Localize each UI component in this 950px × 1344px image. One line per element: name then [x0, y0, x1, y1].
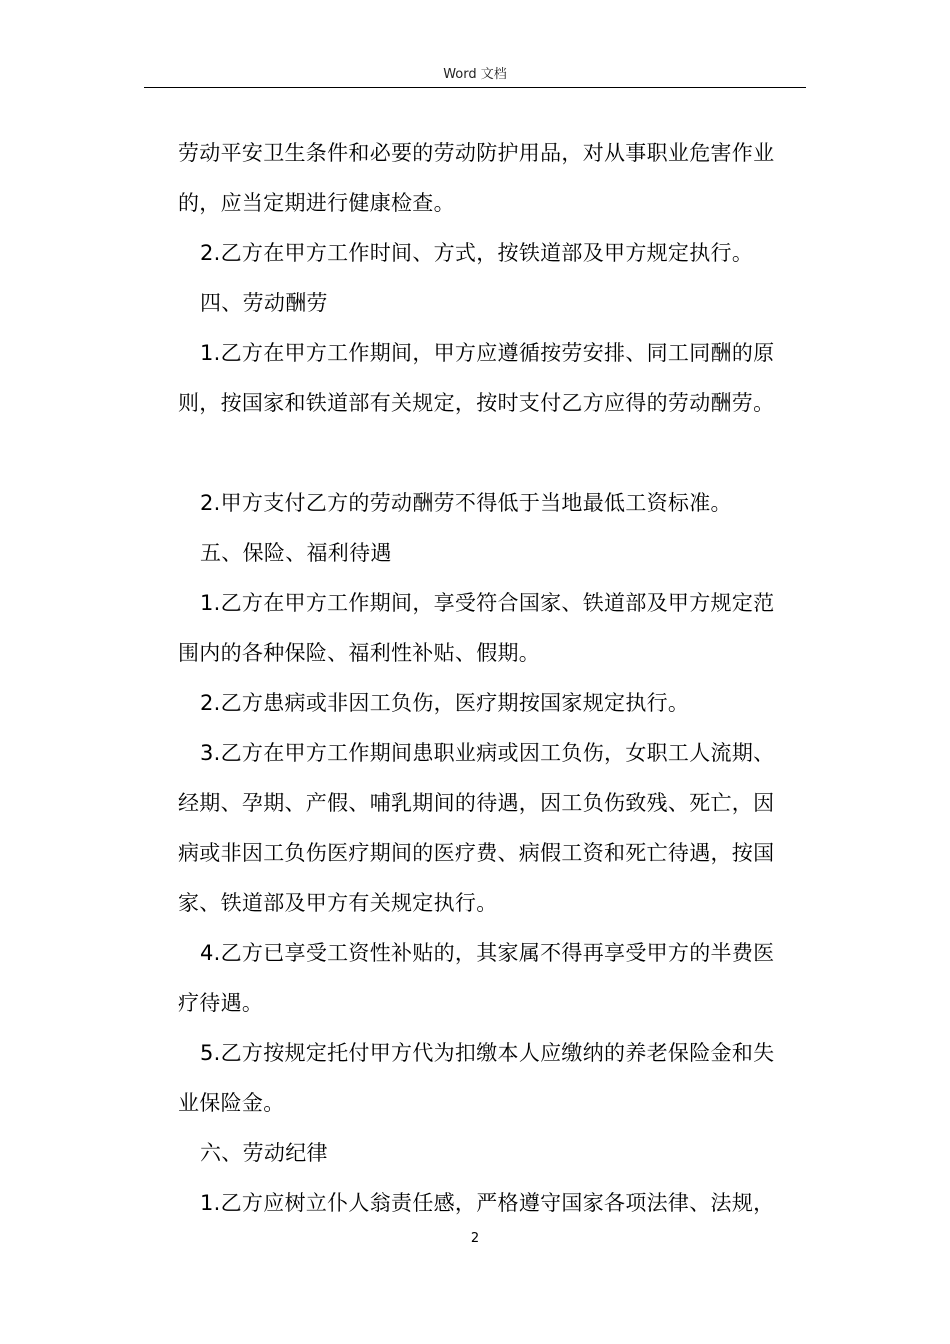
paragraph-line: 2.乙方患病或非因工负伤，医疗期按国家规定执行。 — [200, 691, 690, 715]
paragraph-line: 4.乙方已享受工资性补贴的，其家属不得再享受甲方的半费医 — [200, 941, 775, 965]
paragraph-line: 1.乙方在甲方工作期间，甲方应遵循按劳安排、同工同酬的原 — [200, 341, 775, 365]
section-heading: 六、劳动纪律 — [200, 1141, 328, 1165]
page-header: Word 文档 — [443, 67, 507, 82]
section-heading: 五、保险、福利待遇 — [200, 541, 392, 565]
paragraph-line: 劳动平安卫生条件和必要的劳动防护用品，对从事职业危害作业 — [178, 141, 775, 165]
page-number: 2 — [470, 1231, 480, 1246]
paragraph-line: 围内的各种保险、福利性补贴、假期。 — [178, 641, 541, 665]
paragraph-line: 疗待遇。 — [178, 991, 264, 1015]
paragraph-line: 的，应当定期进行健康检查。 — [178, 191, 455, 215]
paragraph-line: 病或非因工负伤医疗期间的医疗费、病假工资和死亡待遇，按国 — [178, 841, 775, 865]
document-body — [178, 128, 808, 1228]
header-divider — [144, 87, 806, 88]
paragraph-line: 则，按国家和铁道部有关规定，按时支付乙方应得的劳动酬劳。 — [178, 391, 775, 415]
section-heading: 四、劳动酬劳 — [200, 291, 328, 315]
paragraph-line: 家、铁道部及甲方有关规定执行。 — [178, 891, 498, 915]
paragraph-line: 经期、孕期、产假、哺乳期间的待遇，因工负伤致残、死亡，因 — [178, 791, 775, 815]
paragraph-line: 1.乙方应树立仆人翁责任感，严格遵守国家各项法律、法规， — [200, 1191, 775, 1215]
paragraph-line: 2.乙方在甲方工作时间、方式，按铁道部及甲方规定执行。 — [200, 241, 754, 265]
paragraph-line: 3.乙方在甲方工作期间患职业病或因工负伤，女职工人流期、 — [200, 741, 775, 765]
paragraph-line: 1.乙方在甲方工作期间，享受符合国家、铁道部及甲方规定范 — [200, 591, 775, 615]
paragraph-line: 业保险金。 — [178, 1091, 285, 1115]
blank-line — [178, 428, 808, 478]
paragraph-line: 5.乙方按规定托付甲方代为扣缴本人应缴纳的养老保险金和失 — [200, 1041, 775, 1065]
paragraph-line: 2.甲方支付乙方的劳动酬劳不得低于当地最低工资标准。 — [200, 491, 732, 515]
